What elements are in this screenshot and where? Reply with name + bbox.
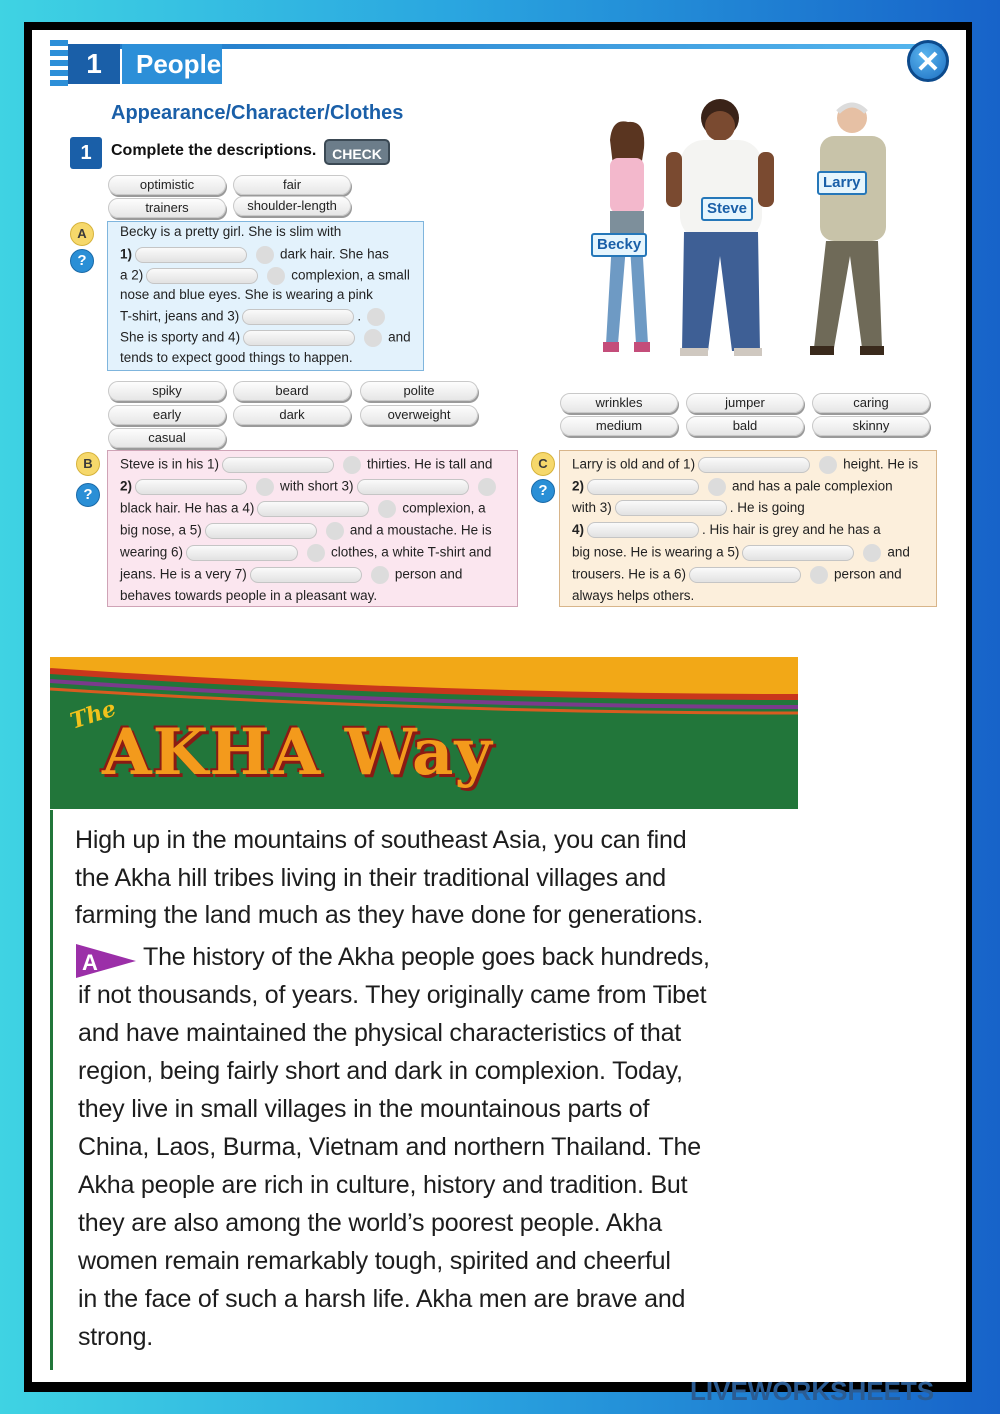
answer-blank[interactable] <box>742 545 854 561</box>
word-chip[interactable]: optimistic <box>108 175 226 195</box>
text-line: wearing 6) clothes, a white T-shirt and <box>120 544 491 562</box>
check-button[interactable]: CHECK <box>324 139 390 165</box>
word-chip[interactable]: overweight <box>360 405 478 425</box>
part-a-badge: A <box>70 222 94 246</box>
akha-line: the Akha hill tribes living in their traditional villages and <box>75 864 666 892</box>
answer-blank[interactable] <box>615 500 727 516</box>
part-b-box <box>107 450 518 607</box>
header-decoration <box>50 40 68 90</box>
answer-blank[interactable] <box>587 479 699 495</box>
answer-blank[interactable] <box>135 247 247 263</box>
steve-label: Steve <box>701 197 753 221</box>
text-line: jeans. He is a very 7) person and <box>120 566 462 584</box>
result-indicator <box>343 456 361 474</box>
result-indicator <box>810 566 828 584</box>
text-line: Larry is old and of 1) height. He is <box>572 456 918 474</box>
larry-label: Larry <box>817 171 867 195</box>
text-line: big nose, a 5) and a moustache. He is <box>120 522 492 540</box>
result-indicator <box>863 544 881 562</box>
unit-title: People <box>122 44 222 84</box>
part-c-badge: C <box>531 452 555 476</box>
exercise-number: 1 <box>70 137 102 169</box>
answer-blank[interactable] <box>250 567 362 583</box>
akha-line: Akha people are rich in culture, history and tradition. But <box>78 1171 688 1199</box>
word-chip[interactable]: polite <box>360 381 478 401</box>
text-line: 2) and has a pale complexion <box>572 478 893 496</box>
akha-left-border <box>50 810 53 1370</box>
text-line: She is sporty and 4) and <box>120 329 411 347</box>
result-indicator <box>256 478 274 496</box>
unit-number: 1 <box>68 44 120 84</box>
steve-figure <box>666 99 774 356</box>
text-line: tends to expect good things to happen. <box>120 350 353 365</box>
result-indicator <box>708 478 726 496</box>
text-line: 1) dark hair. She has <box>120 246 389 264</box>
section-marker-letter: A <box>82 950 98 975</box>
people-illustration <box>570 96 910 361</box>
exercise-instruction: Complete the descriptions. <box>111 142 317 159</box>
result-indicator <box>378 500 396 518</box>
text-line: with 3) . He is going <box>572 500 805 515</box>
answer-blank[interactable] <box>587 522 699 538</box>
answer-blank[interactable] <box>698 457 810 473</box>
part-c-box <box>559 450 937 607</box>
part-a-box <box>107 221 424 371</box>
section-title: Appearance/Character/Clothes <box>111 102 404 124</box>
akha-title: AKHA Way <box>102 715 493 790</box>
akha-line: region, being fairly short and dark in complexion. Today, <box>78 1057 683 1085</box>
text-line: 2) with short 3) <box>120 478 502 496</box>
word-chip[interactable]: caring <box>812 393 930 413</box>
word-chip[interactable]: early <box>108 405 226 425</box>
answer-blank[interactable] <box>243 330 355 346</box>
word-chip[interactable]: fair <box>233 175 351 195</box>
akha-line: in the face of such a harsh life. Akha men are brave and <box>78 1285 686 1313</box>
answer-blank[interactable] <box>357 479 469 495</box>
text-line: 4) . His hair is grey and he has a <box>572 522 881 537</box>
close-icon[interactable]: ✕ <box>907 40 949 82</box>
akha-line: farming the land much as they have done for generations. <box>75 901 704 929</box>
akha-line: and have maintained the physical characteristics of that <box>78 1019 682 1047</box>
answer-blank[interactable] <box>257 501 369 517</box>
result-indicator <box>307 544 325 562</box>
larry-figure <box>810 103 886 355</box>
result-indicator <box>367 308 385 326</box>
result-indicator <box>371 566 389 584</box>
akha-line: China, Laos, Burma, Vietnam and northern Thailand. The <box>78 1133 701 1161</box>
text-line: black hair. He has a 4) complexion, a <box>120 500 486 518</box>
word-chip[interactable]: spiky <box>108 381 226 401</box>
answer-blank[interactable] <box>205 523 317 539</box>
text-line: Becky is a pretty girl. She is slim with <box>120 224 342 239</box>
word-chip[interactable]: wrinkles <box>560 393 678 413</box>
result-indicator <box>326 522 344 540</box>
liveworksheets-logo: LIVEWORKSHEETS <box>690 1376 935 1406</box>
word-chip[interactable]: medium <box>560 416 678 436</box>
word-chip[interactable]: dark <box>233 405 351 425</box>
akha-line: they live in small villages in the mountainous parts of <box>78 1095 650 1123</box>
word-chip[interactable]: bald <box>686 416 804 436</box>
result-indicator <box>267 267 285 285</box>
answer-blank[interactable] <box>186 545 298 561</box>
word-chip[interactable]: jumper <box>686 393 804 413</box>
akha-line: they are also among the world’s poorest people. Akha <box>78 1209 662 1237</box>
text-line: Steve is in his 1) thirties. He is tall and <box>120 456 492 474</box>
text-line: always helps others. <box>572 588 695 603</box>
text-line: behaves towards people in a pleasant way. <box>120 588 378 603</box>
help-icon[interactable]: ? <box>531 479 555 503</box>
text-line: a 2) complexion, a small <box>120 267 410 285</box>
result-indicator <box>478 478 496 496</box>
akha-banner <box>50 657 798 809</box>
word-chip[interactable]: shoulder-length <box>233 196 351 216</box>
answer-blank[interactable] <box>135 479 247 495</box>
answer-blank[interactable] <box>689 567 801 583</box>
akha-line: if not thousands, of years. They originally came from Tibet <box>78 981 707 1009</box>
result-indicator <box>819 456 837 474</box>
akha-title-the: The <box>67 695 120 735</box>
akha-line: women remain remarkably tough, spirited and cheerful <box>78 1247 671 1275</box>
answer-blank[interactable] <box>146 268 258 284</box>
help-icon[interactable]: ? <box>76 483 100 507</box>
result-indicator <box>256 246 274 264</box>
answer-blank[interactable] <box>242 309 354 325</box>
word-chip[interactable]: beard <box>233 381 351 401</box>
word-chip[interactable]: casual <box>108 428 226 448</box>
akha-line: The history of the Akha people goes back hundreds, <box>143 943 710 971</box>
help-icon[interactable]: ? <box>70 249 94 273</box>
akha-line: High up in the mountains of southeast Asia, you can find <box>75 826 687 854</box>
word-chip[interactable]: trainers <box>108 198 226 218</box>
text-line: nose and blue eyes. She is wearing a pink <box>120 287 373 302</box>
answer-blank[interactable] <box>222 457 334 473</box>
text-line: trousers. He is a 6) person and <box>572 566 902 584</box>
part-b-badge: B <box>76 452 100 476</box>
section-marker-icon <box>76 944 136 978</box>
text-line: T-shirt, jeans and 3) . <box>120 308 391 326</box>
text-line: big nose. He is wearing a 5) and <box>572 544 910 562</box>
word-chip[interactable]: skinny <box>812 416 930 436</box>
result-indicator <box>364 329 382 347</box>
becky-label: Becky <box>591 233 647 257</box>
akha-line: strong. <box>78 1323 154 1351</box>
